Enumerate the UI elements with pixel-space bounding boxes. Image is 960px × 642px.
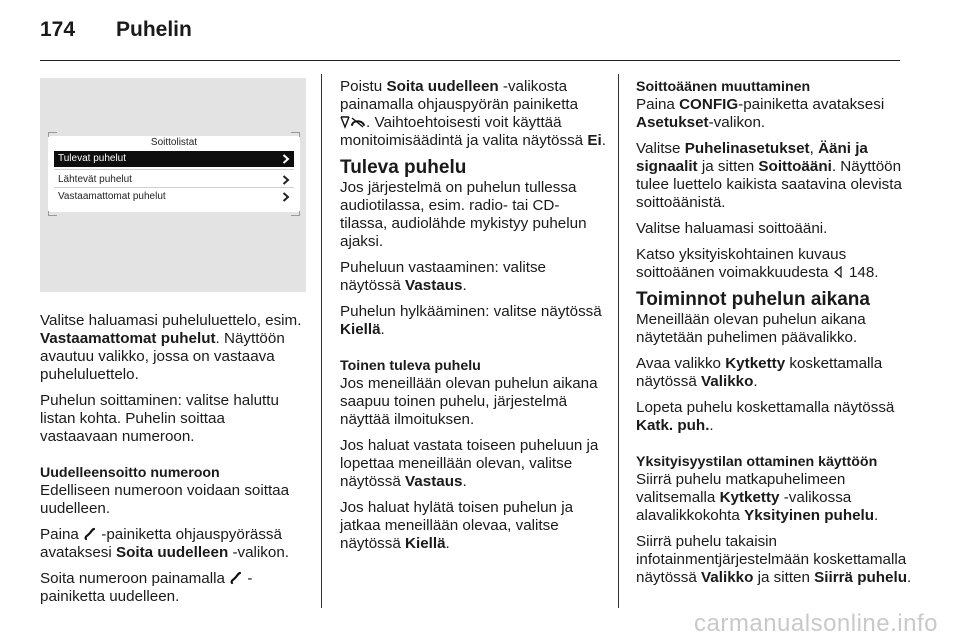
paragraph: Jos meneillään olevan puhelun aikana saapuu toinen puhelu, järjestelmä näyttää ilmoituksen. [340, 375, 598, 428]
phone-handset-icon [83, 527, 97, 541]
mute-end-call-icon [340, 115, 366, 129]
page-number: 174 [40, 18, 76, 41]
paragraph: Soita numeroon painamalla -painiketta uudelleen. [40, 570, 253, 605]
paragraph: Poistu Soita uudelleen -valikosta painamalla ohjauspyörän painiketta . Vaihtoehtoisesti voit käyttää monitoimisäädintä ja valita näytössä Ei. [340, 78, 606, 149]
paragraph: Puhelun hylkääminen: valitse näytössä Kiellä. [340, 303, 602, 338]
menu-item-missed-calls[interactable]: Vastaamattomat puhelut [54, 189, 294, 205]
chevron-right-icon [282, 175, 290, 185]
watermark: carmanualsonline.info [694, 610, 938, 637]
paragraph: Puheluun vastaaminen: valitse näytössä Vastaus. [340, 259, 547, 294]
menu-item-outgoing-calls[interactable]: Lähtevät puhelut [54, 172, 294, 188]
subheading: Yksityisyystilan ottaminen käyttöön [636, 454, 878, 470]
paragraph: Valitse haluamasi puheluluettelo, esim. Vastaamattomat puhelut. Näyttöön avautuu valikko, jossa on vastaava puheluluettelo. [40, 312, 302, 383]
column-divider [618, 74, 619, 608]
paragraph: Katso yksityiskohtainen kuvaus soittoäänen voimakkuudesta 148. [636, 246, 879, 281]
header-rule [40, 60, 900, 61]
paragraph: Puhelun soittaminen: valitse haluttu listan kohta. Puhelin soittaa vastaavaan numeroon. [40, 392, 279, 445]
paragraph: Valitse Puhelinasetukset, Ääni ja signaalit ja sitten Soittoääni. Näyttöön tulee luettelo kaikista saatavina olevista soittoäänistä. [636, 140, 902, 211]
paragraph: Lopeta puhelu koskettamalla näytössä Katk. puh.. [636, 399, 895, 434]
paragraph: Paina -painiketta ohjauspyörässä avataksesi Soita uudelleen -valikon. [40, 526, 290, 561]
chevron-right-icon [282, 154, 290, 164]
subheading: Toinen tuleva puhelu [340, 358, 481, 374]
phone-handset-icon [229, 571, 243, 585]
column-3 [636, 78, 916, 595]
section-heading: Tuleva puhelu [340, 157, 467, 178]
menu-item-incoming-calls[interactable]: Tulevat puhelut [54, 151, 294, 167]
paragraph: Valitse haluamasi soittoääni. [636, 220, 828, 237]
paragraph: Jos haluat vastata toiseen puheluun ja lopettaa meneillään olevan, valitse näytössä Vastaus. [340, 437, 599, 490]
paragraph: Avaa valikko Kytketty koskettamalla näytössä Valikko. [636, 355, 883, 390]
subheading: Soittoäänen muuttaminen [636, 79, 811, 95]
call-list-screen-figure [40, 78, 306, 292]
paragraph: Siirrä puhelu matkapuhelimeen valitsemalla Kytketty -valikossa alavalikkokohta Yksityinen puhelu. [636, 471, 879, 524]
paragraph: Jos järjestelmä on puhelun tullessa audiotilassa, esim. radio- tai CD-tilassa, audiolähde mykistyy puhelun ajaksi. [340, 179, 587, 250]
paragraph: Jos haluat hylätä toisen puhelun ja jatkaa meneillään olevaa, valitse näytössä Kiellä. [340, 499, 574, 552]
column-2 [340, 78, 606, 561]
paragraph: Siirrä puhelu takaisin infotainmentjärjestelmään koskettamalla näytössä Valikko ja sitten Siirrä puhelu. [636, 533, 912, 586]
page-title: Puhelin [116, 18, 192, 41]
screen-panel [48, 136, 300, 212]
screen-title: Soittolistat [150, 137, 198, 148]
paragraph: Paina CONFIG-painiketta avataksesi Asetukset-valikon. [636, 96, 885, 131]
subheading: Uudelleensoitto numeroon [40, 465, 220, 481]
column-divider [321, 74, 322, 608]
section-heading: Toiminnot puhelun aikana [636, 289, 870, 310]
chevron-right-icon [282, 192, 290, 202]
paragraph: Edelliseen numeroon voidaan soittaa uudelleen. [40, 482, 290, 517]
paragraph: Meneillään olevan puhelun aikana näytetään puhelimen päävalikko. [636, 311, 866, 346]
column-1 [40, 78, 306, 614]
page-reference-icon [833, 266, 845, 278]
page-header [40, 18, 192, 42]
